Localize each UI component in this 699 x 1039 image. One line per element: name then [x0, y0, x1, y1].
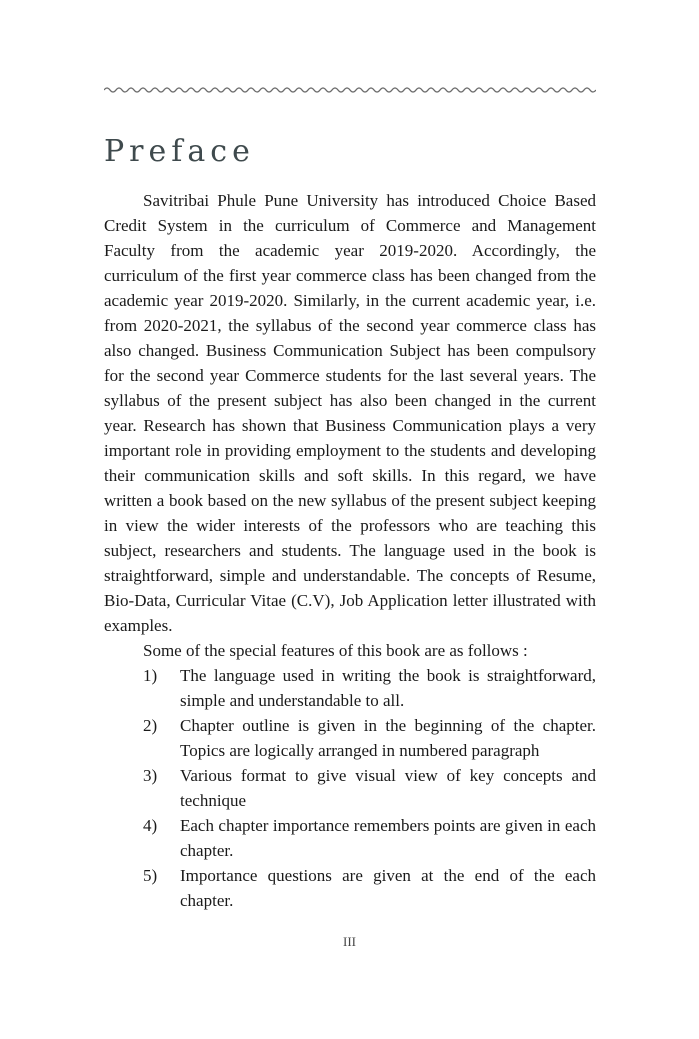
features-list: [104, 663, 596, 913]
intro-paragraph: Savitribai Phule Pune University has introduced Choice Based Credit System in the curriculum of Commerce and Management Faculty from the academic year 2019-2020. Accordingly, the curriculum of the first year commerce class has been changed from the academic year 2019-2020. Similarly, in the current academic year, i.e. from 2020-2021, the syllabus of the second year commerce class has also changed. Business Communication Subject has been compulsory for the second year Commerce students for the last several years. The syllabus of the present subject has also been changed in the current year. Research has shown that Business Communication plays a very important role in providing employment to the students and developing their communication skills and soft skills. In this regard, we have written a book based on the new syllabus of the present subject keeping in view the wider interests of the professors who are teaching this subject, researchers and students. The language used in the book is straightforward, simple and understandable. The concepts of Resume, Bio-Data, Curricular Vitae (C.V), Job Application letter illustrated with examples.: [104, 191, 596, 635]
page-title: Preface: [104, 134, 255, 170]
list-item: 3) Various format to give visual view of key concepts and technique: [143, 766, 596, 810]
list-item: 1) The language used in writing the book is straightforward, simple and understandable to all.: [143, 666, 596, 710]
wavy-divider: [104, 84, 596, 96]
preface-body: [104, 188, 596, 913]
list-item: 2) Chapter outline is given in the beginning of the chapter. Topics are logically arranged in numbered paragraph: [143, 716, 596, 760]
list-item: 5) Importance questions are given at the end of the each chapter.: [143, 866, 596, 910]
features-intro: Some of the special features of this book are as follows :: [143, 641, 528, 660]
list-item: 4) Each chapter importance remembers points are given in each chapter.: [143, 816, 596, 860]
page-number: III: [343, 934, 356, 949]
